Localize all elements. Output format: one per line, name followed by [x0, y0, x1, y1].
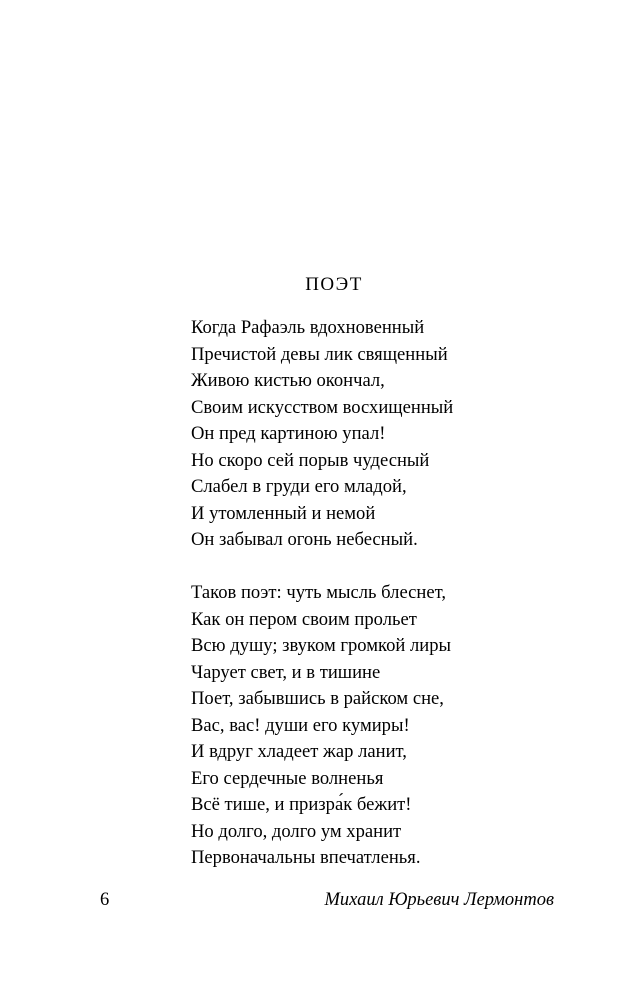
poem-line: Он пред картиною упал!	[191, 423, 386, 444]
poem-line: Живою кистью окончал,	[191, 370, 385, 391]
poem-line: Своим искусством восхищенный	[191, 396, 454, 418]
stanza-1	[191, 315, 611, 554]
poem-line: Первоначальны впечатленья.	[191, 847, 421, 868]
poem-line: Всё тише, и призра́к бежит!	[191, 794, 412, 815]
poem-body	[191, 315, 611, 872]
stanza-2	[191, 580, 611, 872]
poem-line: Но скоро сей порыв чудесный	[191, 449, 430, 471]
poem-line: Поет, забывшись в райском сне,	[191, 688, 444, 709]
page-number: 6	[100, 890, 110, 910]
poem-line: И утомленный и немой	[191, 502, 376, 524]
poem-line: Пречистой девы лик священный	[191, 343, 448, 365]
page-footer	[100, 887, 554, 913]
poem-line: Он забывал огонь небесный.	[191, 529, 418, 550]
poem-line: Всю душу; звуком громкой лиры	[191, 635, 452, 656]
poem-line: Чарует свет, и в тишине	[191, 661, 381, 683]
running-author: Михаил Юрьевич Лермонтов	[324, 890, 554, 910]
poem-line: И вдруг хладеет жар ланит,	[191, 741, 407, 762]
poem-line: Когда Рафаэль вдохновенный	[191, 317, 425, 338]
poem-line: Его сердечные волненья	[191, 767, 384, 789]
poem-line: Вас, вас! души его кумиры!	[191, 714, 410, 736]
poem-line: Как он пером своим прольет	[191, 608, 417, 630]
poem-title: ПОЭТ	[305, 274, 363, 295]
poem-line: Слабел в груди его младой,	[191, 476, 407, 497]
poem-line: Таков поэт: чуть мысль блеснет,	[191, 582, 447, 603]
poem-line: Но долго, долго ум хранит	[191, 820, 402, 842]
